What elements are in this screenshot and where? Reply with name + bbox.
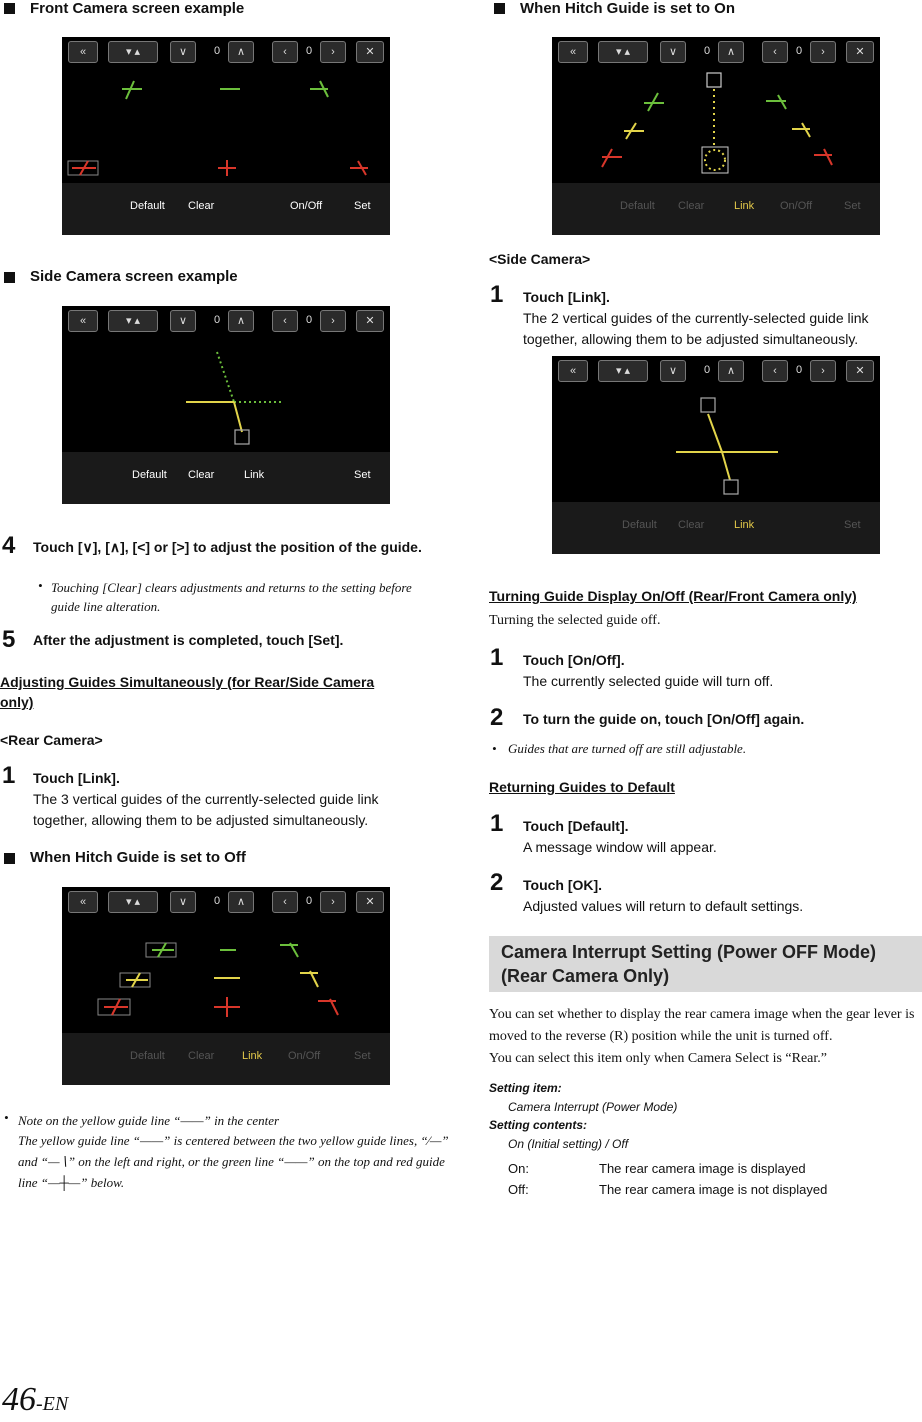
- side-link-screen: [552, 356, 880, 554]
- rear-camera-label: <Rear Camera>: [0, 732, 103, 748]
- setting-contents-label: Setting contents:: [489, 1118, 587, 1132]
- close-button[interactable]: ✕: [356, 310, 384, 332]
- section-title: Camera Interrupt Setting (Power OFF Mode): [501, 942, 877, 962]
- bullet-dot: •: [4, 1110, 9, 1125]
- bullet-dot: •: [492, 741, 497, 756]
- side-step1-head: Touch [Link].: [523, 289, 610, 305]
- left-button[interactable]: ‹: [762, 360, 788, 382]
- set-button[interactable]: Set: [844, 519, 861, 531]
- off-key: Off:: [508, 1182, 529, 1197]
- default-button[interactable]: Default: [130, 200, 165, 212]
- side-camera-label: <Side Camera>: [489, 251, 591, 267]
- back-button[interactable]: «: [558, 41, 588, 63]
- close-button[interactable]: ✕: [356, 41, 384, 63]
- ret-step2-head: Touch [OK].: [523, 877, 603, 893]
- bullet-dot: •: [38, 578, 43, 593]
- value-zero: 0: [704, 45, 711, 57]
- clear-button[interactable]: Clear: [188, 200, 215, 212]
- down-up-button[interactable]: ▾ ▴: [598, 41, 648, 63]
- right-button[interactable]: ›: [320, 891, 346, 913]
- up-button[interactable]: ∧: [228, 310, 254, 332]
- clear-button[interactable]: Clear: [188, 469, 215, 481]
- front-camera-title: Front Camera screen example: [30, 0, 245, 17]
- turn-note: Guides that are turned off are still adjustable.: [508, 741, 747, 756]
- on-value: The rear camera image is displayed: [599, 1161, 806, 1176]
- yellow-note-body: The yellow guide line “——” is centered between the two yellow guide lines, “∕—” and “—∖” on the left and right, or the green line “——” on the top and red guide line “—┼—” below.: [18, 1133, 449, 1190]
- bottom-bar: [62, 1033, 390, 1085]
- value-zero: 0: [214, 45, 221, 57]
- up-button[interactable]: ∧: [228, 891, 254, 913]
- bottom-bar: [552, 502, 880, 554]
- clear-button[interactable]: Clear: [678, 200, 705, 212]
- set-button[interactable]: Set: [844, 200, 861, 212]
- up-button[interactable]: ∧: [718, 360, 744, 382]
- right-button[interactable]: ›: [810, 41, 836, 63]
- value-zero: 0: [796, 45, 803, 57]
- left-button[interactable]: ‹: [272, 310, 298, 332]
- on-key: On:: [508, 1161, 529, 1176]
- right-button[interactable]: ›: [320, 310, 346, 332]
- down-button[interactable]: ∨: [170, 310, 196, 332]
- right-button[interactable]: ›: [810, 360, 836, 382]
- ret-step2-body: Adjusted values will return to default settings.: [523, 898, 804, 914]
- step-number: 1: [490, 644, 504, 671]
- bottom-bar: [62, 183, 390, 235]
- side-step1-body: The 2 vertical guides of the currently-selected guide link together, allowing them to be adjusted simultaneously.: [523, 310, 869, 347]
- down-up-button[interactable]: ▾ ▴: [108, 41, 158, 63]
- step4-text: Touch [∨], [∧], [<] or [>] to adjust the position of the guide.: [33, 539, 422, 555]
- down-button[interactable]: ∨: [660, 360, 686, 382]
- turning-guide-desc: Turning the selected guide off.: [489, 613, 661, 628]
- up-button[interactable]: ∧: [228, 41, 254, 63]
- down-button[interactable]: ∨: [170, 41, 196, 63]
- down-button[interactable]: ∨: [660, 41, 686, 63]
- turn-step1-body: The currently selected guide will turn off.: [523, 673, 774, 689]
- back-button[interactable]: «: [558, 360, 588, 382]
- clear-button[interactable]: Clear: [678, 519, 705, 531]
- down-button[interactable]: ∨: [170, 891, 196, 913]
- hitch-off-title: When Hitch Guide is set to Off: [30, 849, 246, 866]
- step5-text: After the adjustment is completed, touch [Set].: [33, 632, 344, 648]
- rear-step1-head: Touch [Link].: [33, 770, 120, 786]
- bullet-square: [494, 3, 505, 14]
- step-number: 1: [490, 281, 504, 308]
- value-zero: 0: [704, 364, 711, 376]
- onoff-button[interactable]: On/Off: [290, 200, 323, 212]
- hitch-off-screen: [62, 887, 390, 1085]
- step-number: 1: [490, 810, 504, 837]
- turn-step2-head: To turn the guide on, touch [On/Off] again.: [523, 711, 805, 727]
- value-zero: 0: [796, 364, 803, 376]
- front-camera-screen: [62, 37, 390, 235]
- interrupt-note: You can select this item only when Camera Select is “Rear.”: [489, 1051, 827, 1066]
- down-up-button[interactable]: ▾ ▴: [598, 360, 648, 382]
- hitch-on-title: When Hitch Guide is set to On: [520, 0, 736, 17]
- clear-button[interactable]: Clear: [188, 1050, 215, 1062]
- value-zero: 0: [306, 314, 313, 326]
- bullet-square: [4, 3, 15, 14]
- close-button[interactable]: ✕: [846, 360, 874, 382]
- step-number: 5: [2, 626, 16, 653]
- side-camera-title: Side Camera screen example: [30, 268, 238, 285]
- down-up-button[interactable]: ▾ ▴: [108, 891, 158, 913]
- left-button[interactable]: ‹: [762, 41, 788, 63]
- link-button[interactable]: Link: [734, 200, 755, 212]
- side-camera-screen: [62, 306, 390, 504]
- down-up-button[interactable]: ▾ ▴: [108, 310, 158, 332]
- hitch-on-screen: [552, 37, 880, 235]
- default-button[interactable]: Default: [622, 519, 657, 531]
- up-button[interactable]: ∧: [718, 41, 744, 63]
- off-value: The rear camera image is not displayed: [599, 1182, 828, 1197]
- adjust-heading-cont: only): [0, 694, 34, 710]
- step-number: 2: [490, 704, 504, 731]
- value-zero: 0: [214, 314, 221, 326]
- ret-step1-body: A message window will appear.: [523, 839, 717, 855]
- set-button[interactable]: Set: [354, 1050, 371, 1062]
- step-number: 4: [2, 532, 16, 559]
- link-button[interactable]: Link: [734, 519, 755, 531]
- default-button[interactable]: Default: [132, 469, 167, 481]
- interrupt-desc: You can set whether to display the rear camera image when the gear lever is moved to the reverse (R) position while the unit is turned off.: [489, 1007, 915, 1044]
- default-button[interactable]: Default: [130, 1050, 165, 1062]
- step-number: 1: [2, 762, 16, 789]
- right-button[interactable]: ›: [320, 41, 346, 63]
- close-button[interactable]: ✕: [356, 891, 384, 913]
- yellow-note-title: Note on the yellow guide line “——” in the center: [18, 1113, 280, 1128]
- ret-step1-head: Touch [Default].: [523, 818, 629, 834]
- close-button[interactable]: ✕: [846, 41, 874, 63]
- returning-guides-heading: Returning Guides to Default: [489, 779, 675, 795]
- set-button[interactable]: Set: [354, 469, 371, 481]
- left-button[interactable]: ‹: [272, 891, 298, 913]
- rear-step1-body: The 3 vertical guides of the currently-selected guide link together, allowing them to be adjusted simultaneously.: [33, 791, 379, 828]
- set-button[interactable]: Set: [354, 200, 371, 212]
- section-title-cont: (Rear Camera Only): [501, 966, 670, 986]
- default-button[interactable]: Default: [620, 200, 655, 212]
- bullet-square: [4, 853, 15, 864]
- value-zero: 0: [214, 895, 221, 907]
- onoff-button[interactable]: On/Off: [288, 1050, 321, 1062]
- adjust-heading: Adjusting Guides Simultaneously (for Rear/Side Camera: [0, 674, 375, 690]
- value-zero: 0: [306, 45, 313, 57]
- bottom-bar: [62, 452, 390, 504]
- turning-guide-heading: Turning Guide Display On/Off (Rear/Front Camera only): [489, 588, 857, 604]
- setting-item-value: Camera Interrupt (Power Mode): [508, 1100, 678, 1114]
- setting-contents-value: On (Initial setting) / Off: [508, 1137, 629, 1151]
- step-number: 2: [490, 869, 504, 896]
- bottom-bar: [552, 183, 880, 235]
- section-band: [489, 936, 922, 992]
- bullet-square: [4, 272, 15, 283]
- turn-step1-head: Touch [On/Off].: [523, 652, 625, 668]
- onoff-button[interactable]: On/Off: [780, 200, 813, 212]
- value-zero: 0: [306, 895, 313, 907]
- left-button[interactable]: ‹: [272, 41, 298, 63]
- back-button[interactable]: «: [68, 891, 98, 913]
- step4-note: Touching [Clear] clears adjustments and returns to the setting before guide line alteration.: [51, 580, 412, 614]
- link-button[interactable]: Link: [242, 1050, 263, 1062]
- page-number: 46-EN: [2, 1381, 69, 1418]
- back-button[interactable]: «: [68, 41, 98, 63]
- back-button[interactable]: «: [68, 310, 98, 332]
- link-button[interactable]: Link: [244, 469, 265, 481]
- setting-item-label: Setting item:: [489, 1081, 562, 1095]
